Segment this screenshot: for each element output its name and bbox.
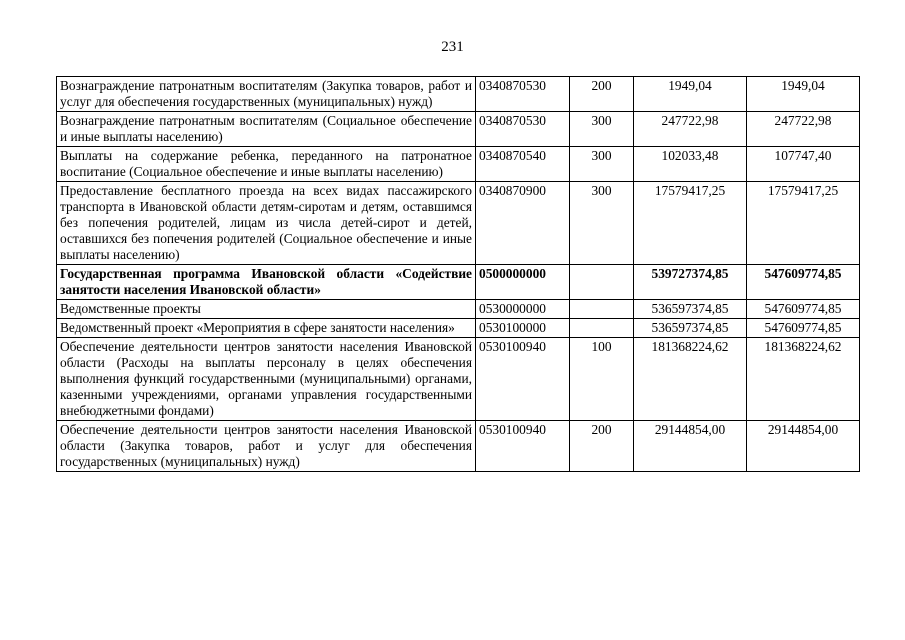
- row-name: Обеспечение деятельности центров занятости населения Ивановской области (Расходы на выплаты персоналу в целях обеспечения выполнения функций государственными (муниципальными) органами, казенными учреждениями, органами управления государственными внебюджетными фондами): [57, 338, 476, 421]
- row-code: 0340870540: [476, 147, 570, 182]
- row-value-2: 247722,98: [747, 112, 860, 147]
- row-name: Ведомственный проект «Мероприятия в сфере занятости населения»: [57, 319, 476, 338]
- row-code: 0500000000: [476, 265, 570, 300]
- row-name: Государственная программа Ивановской области «Содействие занятости населения Ивановской области»: [57, 265, 476, 300]
- row-value-2: 107747,40: [747, 147, 860, 182]
- row-name: Выплаты на содержание ребенка, переданного на патронатное воспитание (Социальное обеспечение и иные выплаты населению): [57, 147, 476, 182]
- row-name: Обеспечение деятельности центров занятости населения Ивановской области (Закупка товаров, работ и услуг для обеспечения государственных (муниципальных) нужд): [57, 421, 476, 472]
- row-code: 0340870530: [476, 77, 570, 112]
- row-expense-type: 300: [570, 112, 634, 147]
- table-row: [57, 147, 860, 182]
- table-row: [57, 300, 860, 319]
- row-expense-type: [570, 300, 634, 319]
- row-code: 0530100000: [476, 319, 570, 338]
- row-name: Вознаграждение патронатным воспитателям (Социальное обеспечение и иные выплаты населению): [57, 112, 476, 147]
- row-value-1: 247722,98: [634, 112, 747, 147]
- row-value-1: 536597374,85: [634, 319, 747, 338]
- row-value-2: 17579417,25: [747, 182, 860, 265]
- row-expense-type: 300: [570, 147, 634, 182]
- table-row-program: [57, 265, 860, 300]
- row-value-2: 547609774,85: [747, 319, 860, 338]
- row-value-1: 102033,48: [634, 147, 747, 182]
- table-row: [57, 421, 860, 472]
- row-code: 0530100940: [476, 338, 570, 421]
- table-row: [57, 319, 860, 338]
- row-value-2: 1949,04: [747, 77, 860, 112]
- row-name: Ведомственные проекты: [57, 300, 476, 319]
- row-expense-type: [570, 265, 634, 300]
- row-value-1: 181368224,62: [634, 338, 747, 421]
- row-value-2: 547609774,85: [747, 300, 860, 319]
- row-expense-type: 200: [570, 421, 634, 472]
- row-code: 0530100940: [476, 421, 570, 472]
- row-name: Вознаграждение патронатным воспитателям (Закупка товаров, работ и услуг для обеспечения государственных (муниципальных) нужд): [57, 77, 476, 112]
- row-code: 0530000000: [476, 300, 570, 319]
- page-number: 231: [441, 39, 464, 55]
- table-row: [57, 182, 860, 265]
- row-expense-type: [570, 319, 634, 338]
- row-value-2: 29144854,00: [747, 421, 860, 472]
- row-name: Предоставление бесплатного проезда на всех видах пассажирского транспорта в Ивановской области детям-сиротам и детям, оставшимся без попечения родителей, лицам из числа детей-сирот и детей, оставшихся без попечения родителей (Социальное обеспечение и иные выплаты населению): [57, 182, 476, 265]
- table-row: [57, 77, 860, 112]
- row-value-1: 539727374,85: [634, 265, 747, 300]
- row-expense-type: 100: [570, 338, 634, 421]
- row-code: 0340870900: [476, 182, 570, 265]
- row-value-2: 181368224,62: [747, 338, 860, 421]
- row-expense-type: 300: [570, 182, 634, 265]
- row-value-1: 536597374,85: [634, 300, 747, 319]
- row-value-2: 547609774,85: [747, 265, 860, 300]
- row-expense-type: 200: [570, 77, 634, 112]
- table-row: [57, 112, 860, 147]
- row-value-1: 17579417,25: [634, 182, 747, 265]
- budget-table: [56, 76, 860, 472]
- table-row: [57, 338, 860, 421]
- row-value-1: 1949,04: [634, 77, 747, 112]
- row-value-1: 29144854,00: [634, 421, 747, 472]
- row-code: 0340870530: [476, 112, 570, 147]
